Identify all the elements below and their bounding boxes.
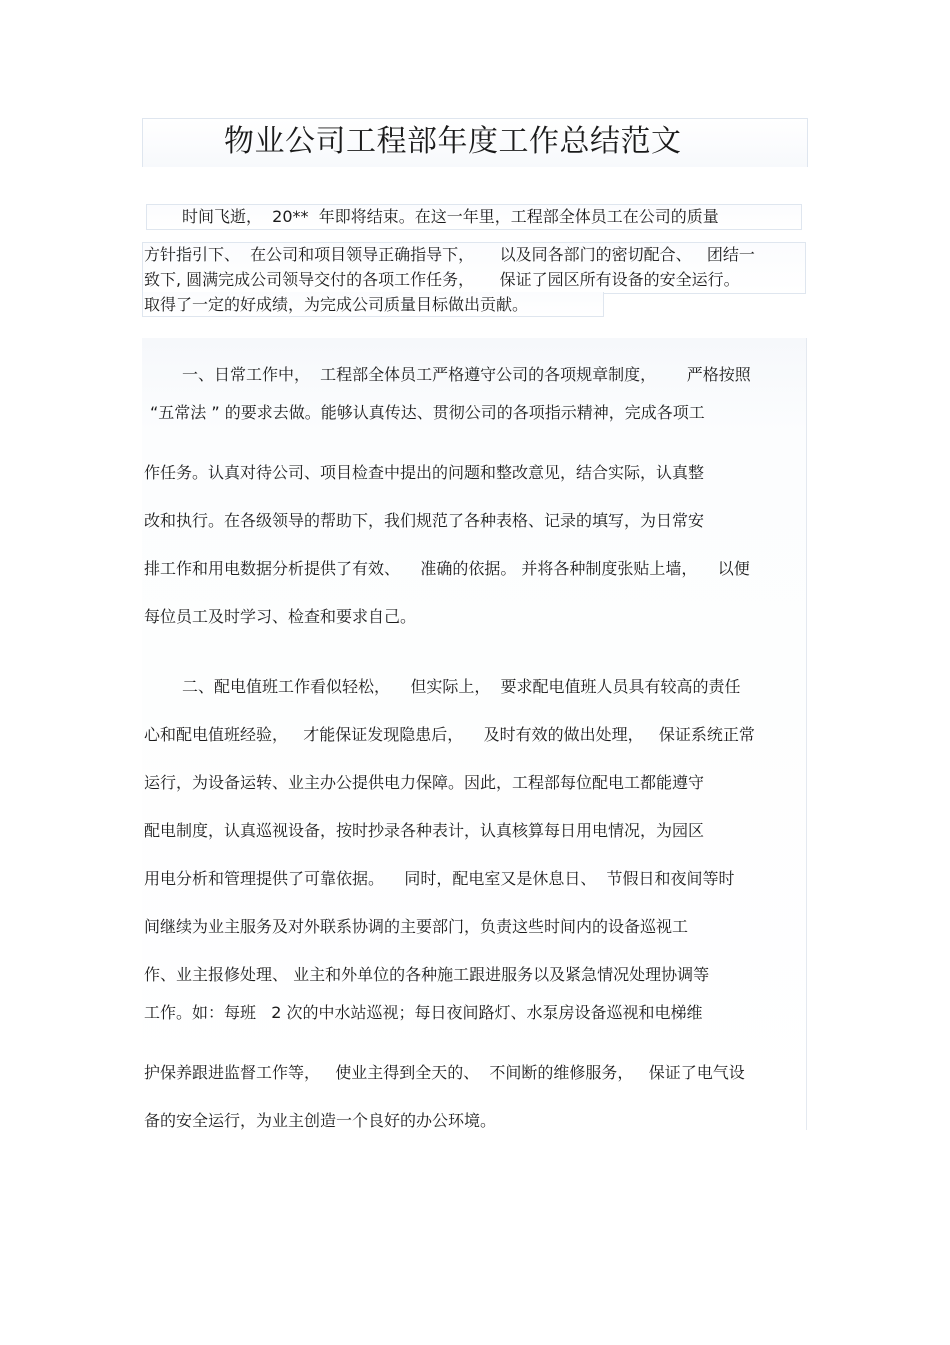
section2-line: 二、配电值班工作看似轻松， 但实际上， 要求配电值班人员具有较高的责任 [182, 677, 741, 696]
section2-line: 作、业主报修处理、 业主和外单位的各种施工跟进服务以及紧急情况处理协调等 [144, 965, 710, 984]
intro-line: 时间飞逝， 20** 年即将结束。在这一年里，工程部全体员工在公司的质量 [182, 207, 719, 226]
section1-line: 改和执行。在各级领导的帮助下，我们规范了各种表格、记录的填写，为日常安 [144, 511, 705, 530]
section2-line: 用电分析和管理提供了可靠依据。 同时，配电室又是休息日、 节假日和夜间等时 [144, 869, 735, 888]
intro-line: 方针指引下、 在公司和项目领导正确指导下， 以及同各部门的密切配合、 团结一 [144, 245, 755, 264]
section2-line: 护保养跟进监督工作等， 使业主得到全天的、 不间断的维修服务， 保证了电气设 [144, 1063, 745, 1082]
section1-line: 作任务。认真对待公司、项目检查中提出的问题和整改意见，结合实际，认真整 [144, 463, 705, 482]
section1-line: 排工作和用电数据分析提供了有效、 准确的依据。 并将各种制度张贴上墙， 以便 [144, 559, 750, 578]
intro-line: 致下, 圆满完成公司领导交付的各项工作任务， 保证了园区所有设备的安全运行。 [144, 270, 740, 289]
section2-line: 运行，为设备运转、业主办公提供电力保障。因此，工程部每位配电工都能遵守 [144, 773, 705, 792]
section1-line: “五常法 ” 的要求去做。能够认真传达、贯彻公司的各项指示精神，完成各项工 [150, 403, 705, 422]
intro-line: 取得了一定的好成绩，为完成公司质量目标做出贡献。 [144, 295, 529, 314]
section2-line: 备的安全运行，为业主创造一个良好的办公环境。 [144, 1111, 497, 1130]
section2-line: 间继续为业主服务及对外联系协调的主要部门，负责这些时间内的设备巡视工 [144, 917, 689, 936]
section1-line: 一、日常工作中， 工程部全体员工严格遵守公司的各项规章制度， 严格按照 [182, 365, 751, 384]
section2-line: 工作。如：每班 2 次的中水站巡视；每日夜间路灯、水泵房设备巡视和电梯维 [144, 1003, 703, 1022]
document-title: 物业公司工程部年度工作总结范文 [224, 124, 682, 159]
section2-line: 配电制度，认真巡视设备，按时抄录各种表计，认真核算每日用电情况，为园区 [144, 821, 705, 840]
section2-line: 心和配电值班经验， 才能保证发现隐患后， 及时有效的做出处理， 保证系统正常 [144, 725, 755, 744]
section1-line: 每位员工及时学习、检查和要求自己。 [144, 607, 417, 626]
